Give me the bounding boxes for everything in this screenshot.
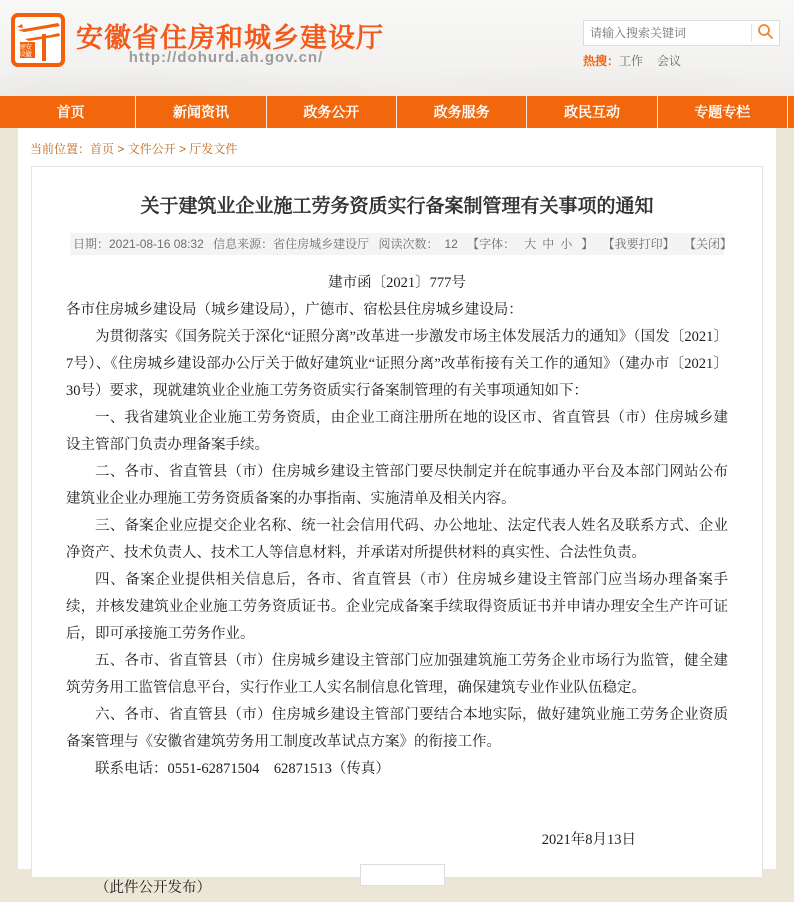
meta-views-count: 12 <box>444 237 458 251</box>
hot-search-link[interactable]: 会议 <box>657 54 682 68</box>
breadcrumb-link[interactable]: 首页 <box>90 142 115 156</box>
breadcrumb-link[interactable]: > 文件公开 <box>114 142 176 156</box>
search-box <box>583 20 780 46</box>
document-paragraph: 五、各市、省直管县（市）住房城乡建设主管部门应加强建筑施工劳务企业市场行为监管，健全建筑劳务用工监管信息平台，实行作业工人实名制信息化管理，确保建筑专业作业队伍稳定。 <box>66 653 728 696</box>
bottom-partial-widget[interactable] <box>360 864 445 886</box>
document-paragraph: 二、各市、省直管县（市）住房城乡建设主管部门要尽快制定并在皖事通办平台及本部门网站公布建筑业企业办理施工劳务资质备案的办事指南、实施清单及相关内容。 <box>66 464 728 507</box>
breadcrumb-link[interactable]: > 厅发文件 <box>176 142 238 156</box>
nav-item[interactable]: 政务公开 <box>267 96 397 128</box>
font-size-option[interactable]: 大 <box>524 237 537 251</box>
dohurd-logo-icon <box>11 13 65 67</box>
document-title: 关于建筑业企业施工劳务资质实行备案制管理有关事项的通知 <box>140 196 654 217</box>
nav-item[interactable]: 专题专栏 <box>658 96 788 128</box>
document-paragraph: 一、我省建筑业企业施工劳务资质，由企业工商注册所在地的设区市、省直管县（市）住房城乡建设主管部门负责办理备案手续。 <box>66 410 728 453</box>
document-paragraph: 六、各市、省直管县（市）住房城乡建设主管部门要结合本地实际，做好建筑业施工劳务企业资质备案管理与《安徽省建筑劳务用工制度改革试点方案》的衔接工作。 <box>66 707 728 750</box>
meta-source: 信息来源：省住房城乡建设厅 <box>213 237 370 251</box>
font-size-option[interactable]: 中 <box>542 237 555 251</box>
font-size-option[interactable]: 小 <box>560 237 573 251</box>
site-title[interactable]: 安徽省住房和城乡建设厅 <box>76 23 384 53</box>
site-url: http://dohurd.ah.gov.cn/ <box>128 49 324 66</box>
document-paragraph: 四、备案企业提供相关信息后，各市、省直管县（市）住房城乡建设主管部门应当场办理备案手续，并核发建筑业企业施工劳务资质证书。企业完成备案手续取得资质证书并申请办理安全生产许可证后，即可承接施工劳务作业。 <box>66 572 728 642</box>
hot-search-label: 热搜： <box>583 54 620 68</box>
font-size-close: 】 <box>581 237 594 251</box>
hot-search-link[interactable]: 工作 <box>619 54 644 68</box>
main-area <box>18 128 776 896</box>
document-paragraph: 三、备案企业应提交企业名称、统一社会信用代码、办公地址、法定代表人姓名及联系方式、企业净资产、技术负责人、技术工人等信息材料，并承诺对所提供材料的真实性、合法性负责。 <box>66 518 728 561</box>
logo-seal-right-text: 安 <box>25 44 32 51</box>
main-nav <box>0 96 794 128</box>
close-button[interactable]: 【关闭】 <box>683 237 732 251</box>
font-size-open: 【字体： <box>467 237 516 251</box>
public-release-note: （此件公开发布） <box>95 880 211 896</box>
contact-phone: 联系电话：0551-62871504 62871513（传真） <box>95 761 390 777</box>
search-button[interactable] <box>752 21 779 45</box>
svg-text:徽: 徽 <box>25 51 32 59</box>
document-content <box>66 270 728 902</box>
hot-search <box>583 52 695 69</box>
document-number: 建市函〔2021〕777号 <box>328 275 466 291</box>
svg-text:设: 设 <box>19 52 26 58</box>
nav-item[interactable]: 新闻资讯 <box>136 96 266 128</box>
breadcrumb-label: 当前位置： <box>30 142 91 156</box>
search-input[interactable] <box>584 22 751 44</box>
nav-item[interactable]: 政务服务 <box>397 96 527 128</box>
document-salutation: 各市住房城乡建设局（城乡建设局），广德市、宿松县住房城乡建设局： <box>66 302 523 318</box>
logo-seal-left-text: 建 <box>19 45 26 51</box>
document-meta-bar <box>70 233 732 255</box>
nav-item[interactable]: 政民互动 <box>527 96 657 128</box>
print-button[interactable]: 【我要打印】 <box>602 237 675 251</box>
meta-views-label: 阅读次数： <box>378 237 439 251</box>
breadcrumb <box>18 128 776 166</box>
document-paragraph: 为贯彻落实《国务院关于深化“证照分离”改革进一步激发市场主体发展活力的通知》（国发〔2021〕7号）、《住房城乡建设部办公厅关于做好建筑业“证照分离”改革衔接有关工作的通知》（建办市〔2021〕30号）要求，现就建筑业企业施工劳务资质实行备案制管理的有关事项通知如下： <box>66 329 728 399</box>
meta-date: 日期：2021-08-16 08:32 <box>73 237 204 251</box>
search-icon <box>757 23 774 43</box>
site-header <box>0 0 794 96</box>
document-date: 2021年8月13日 <box>541 832 636 848</box>
nav-item[interactable]: 首页 <box>6 96 136 128</box>
document-panel <box>31 166 763 896</box>
